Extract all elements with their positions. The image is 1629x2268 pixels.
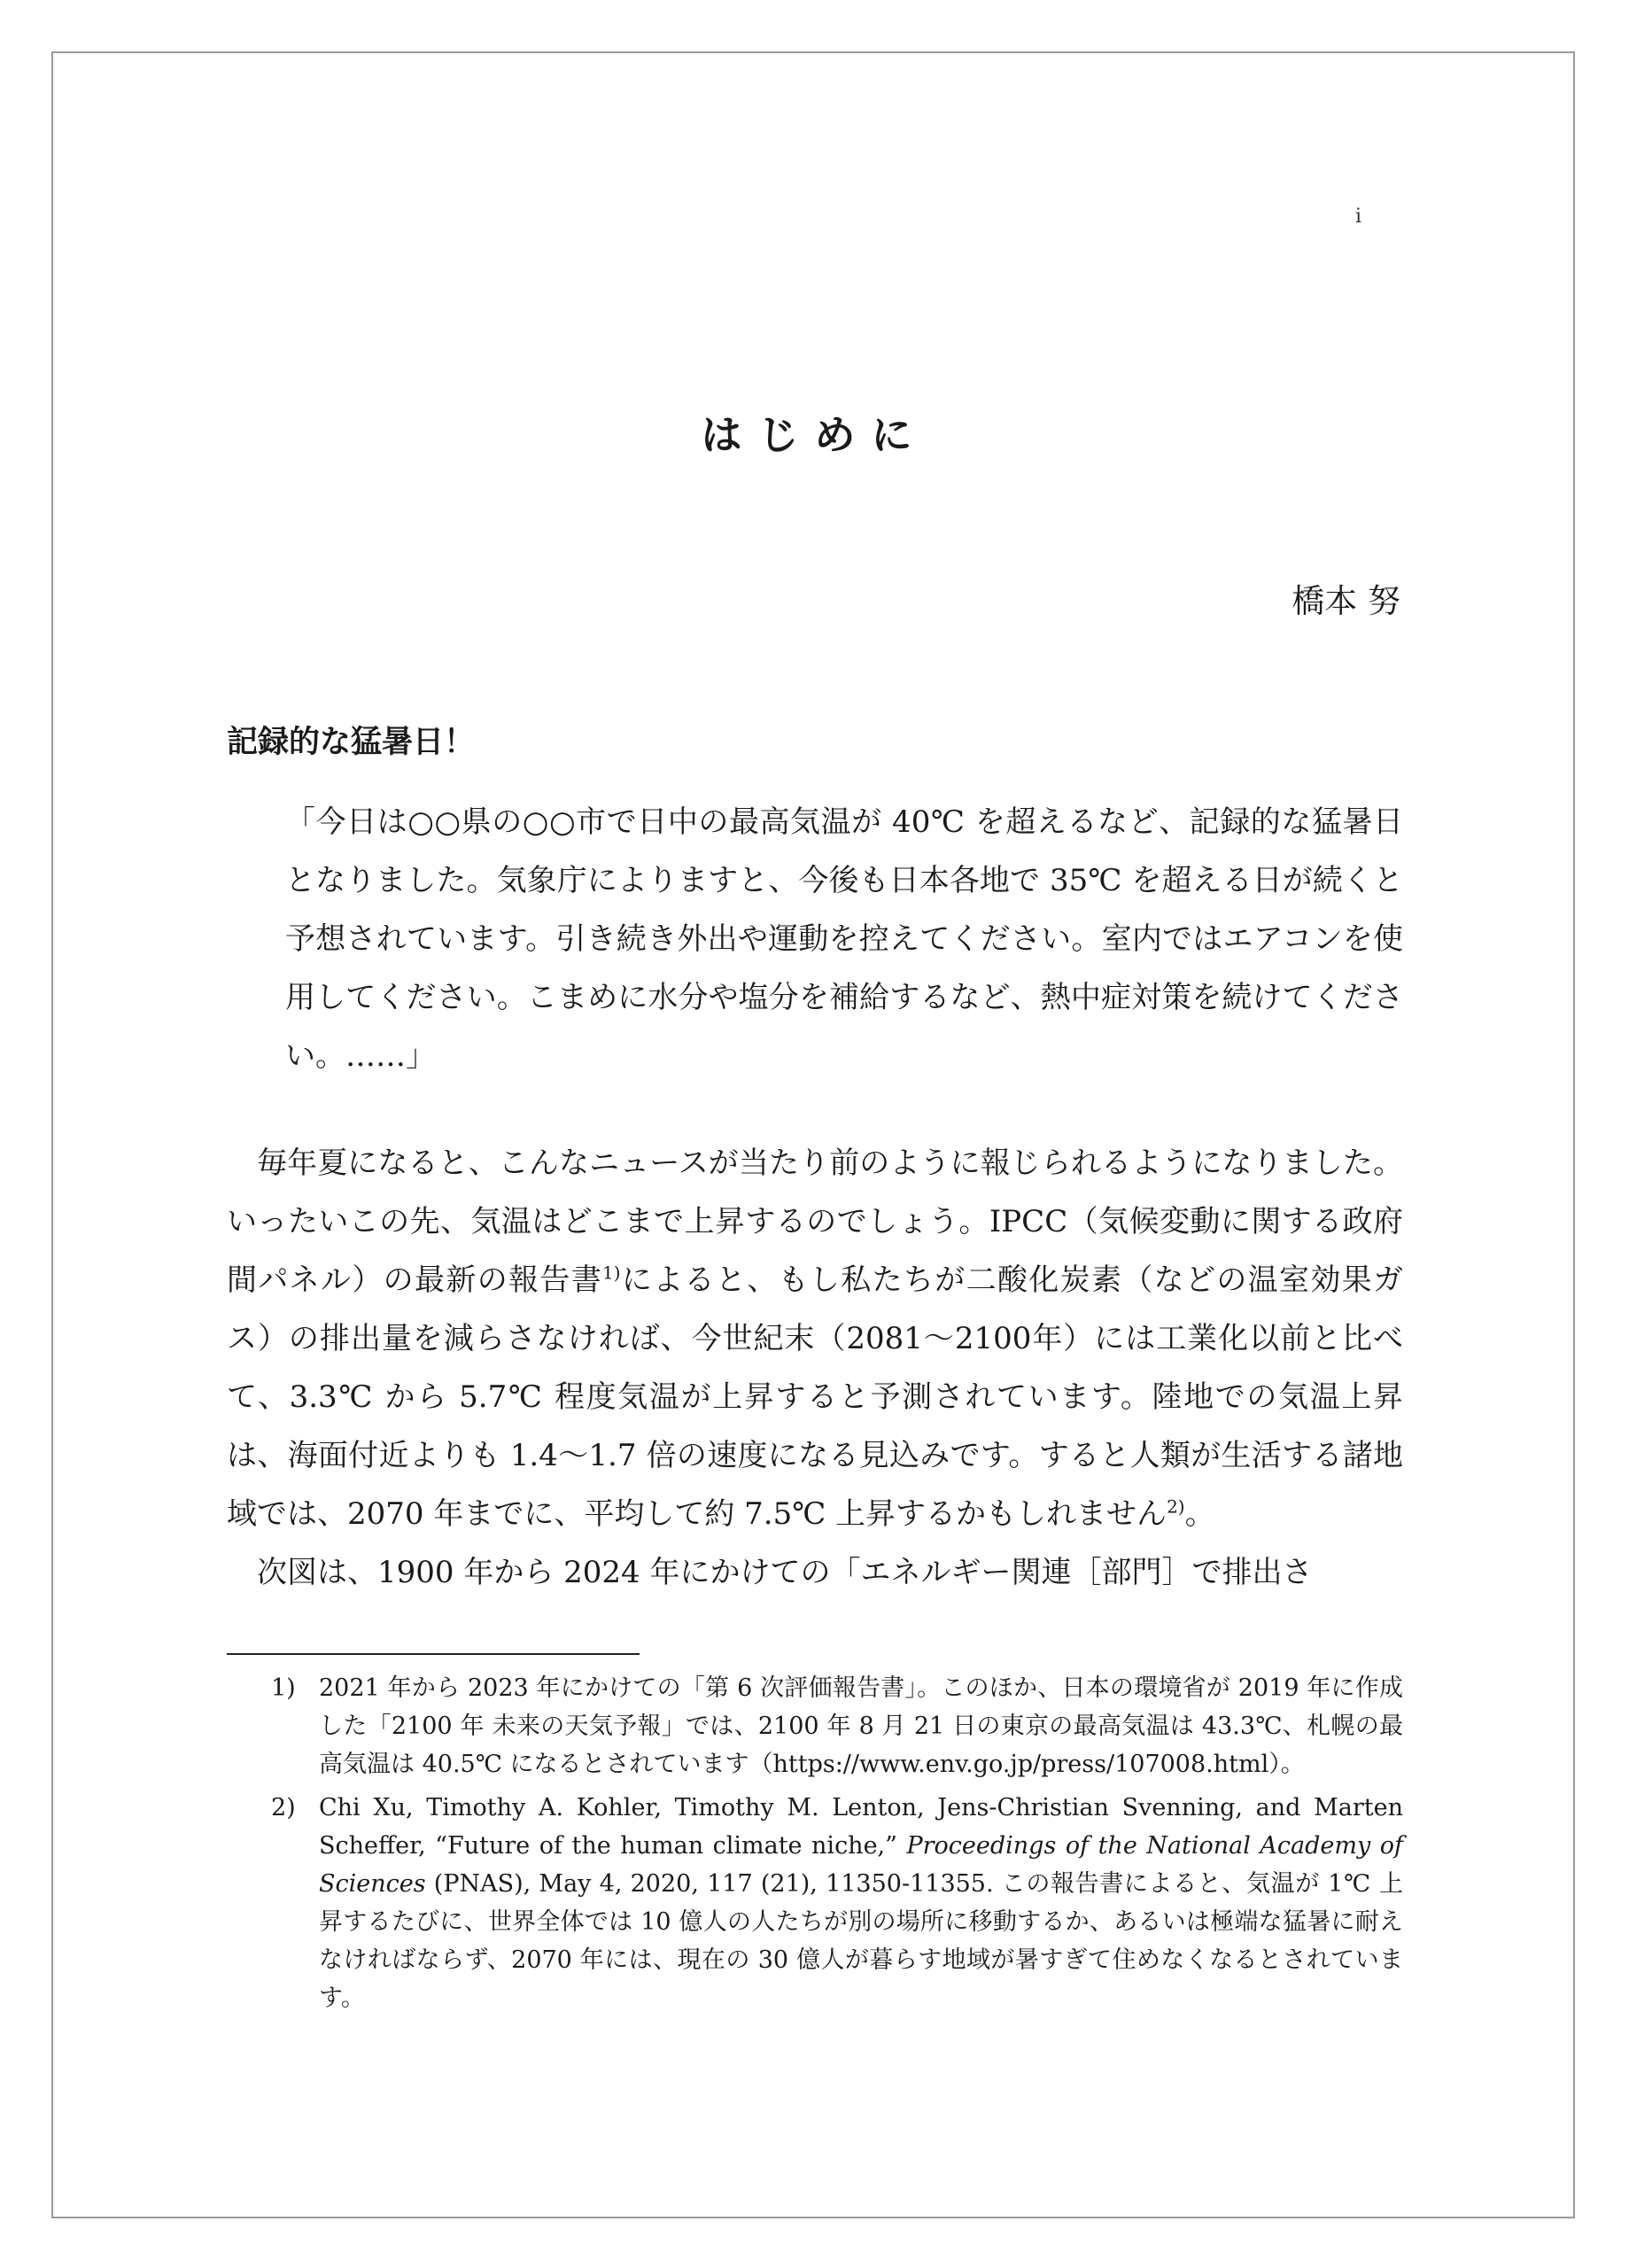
body-text xyxy=(227,1134,1403,1602)
section-heading: 記録的な猛暑日！ xyxy=(227,725,476,760)
footnotes xyxy=(262,1669,1403,2023)
footnote-mark: 1) xyxy=(271,1674,296,1702)
paragraph-text: 毎年夏になると、こんなニュースが当たり前のように報じられるようになりました。いったいこの先、気温はどこまで上昇するのでしょう。IPCC（気候変動に関する政府間パネル）の最新の報告書 xyxy=(227,1146,1403,1298)
paragraph: 次図は、1900 年から 2024 年にかけての「エネルギー関連［部門］で排出さ xyxy=(257,1555,1313,1590)
paragraph-text: 。 xyxy=(1184,1496,1215,1532)
footnote-journal: Proceedings of the National Academy of Sciences xyxy=(319,1832,1403,1898)
footnote-text: 2021 年から 2023 年にかけての「第 6 次評価報告書」。このほか、日本の環境省が 2019 年に作成した「2100 年 未来の天気予報」では、2100 年 8 月 21 日の東京の最高気温は 43.3℃、札幌の最高気温は 40.5℃ になるとされています（https://www.env.go.jp/press/107008.html）。 xyxy=(319,1674,1403,1778)
footnote-ref: 1) xyxy=(602,1262,621,1284)
footnote-ref: 2) xyxy=(1167,1495,1185,1518)
paragraph-text: によると、もし私たちが二酸化炭素（などの温室効果ガス）の排出量を減らさなければ、今世紀末（2081～2100年）には工業化以前と比べて、3.3℃ から 5.7℃ 程度気温が上昇すると予測されています。陸地での気温上昇は、海面付近よりも 1.4～1.7 倍の速度になる見込みです。すると人類が生活する諸地域では、2070 年までに、平均して約 7.5℃ 上昇するかもしれません xyxy=(227,1262,1404,1532)
news-quote: 「今日は○○県の○○市で日中の最高気温が 40℃ を超えるなど、記録的な猛暑日となりました。気象庁によりますと、今後も日本各地で 35℃ を超える日が続くと予想されています。引き続き外出や運動を控えてください。室内ではエアコンを使用してください。こまめに水分や塩分を補給するなど、熱中症対策を続けてください。……」 xyxy=(285,804,1403,1074)
page-number: i xyxy=(1355,206,1362,228)
footnote-item xyxy=(262,1669,1403,1783)
footnote-authors: Chi Xu, Timothy A. Kohler, Timothy M. Lenton, Jens-Christian Svenning, and Marten Scheffer, “Future of the human climate niche,” xyxy=(319,1794,1403,1860)
footnote-mark: 2) xyxy=(271,1794,296,1821)
footnote-text: (PNAS), May 4, 2020, 117 (21), 11350-11355. この報告書によると、気温が 1℃ 上昇するたびに、世界全体では 10 億人の人たちが別の場所に移動するか、あるいは極端な猛暑に耐えなければならず、2070 年には、現在の 30 億人が暮らす地域が暑すぎて住めなくなるとされています。 xyxy=(319,1870,1403,2012)
paragraph xyxy=(227,1134,1403,1543)
footnote-divider xyxy=(227,1653,640,1655)
page-title: はじめに xyxy=(701,411,928,459)
author-name: 橋本 努 xyxy=(1292,582,1400,620)
footnote-item xyxy=(262,1789,1403,2017)
